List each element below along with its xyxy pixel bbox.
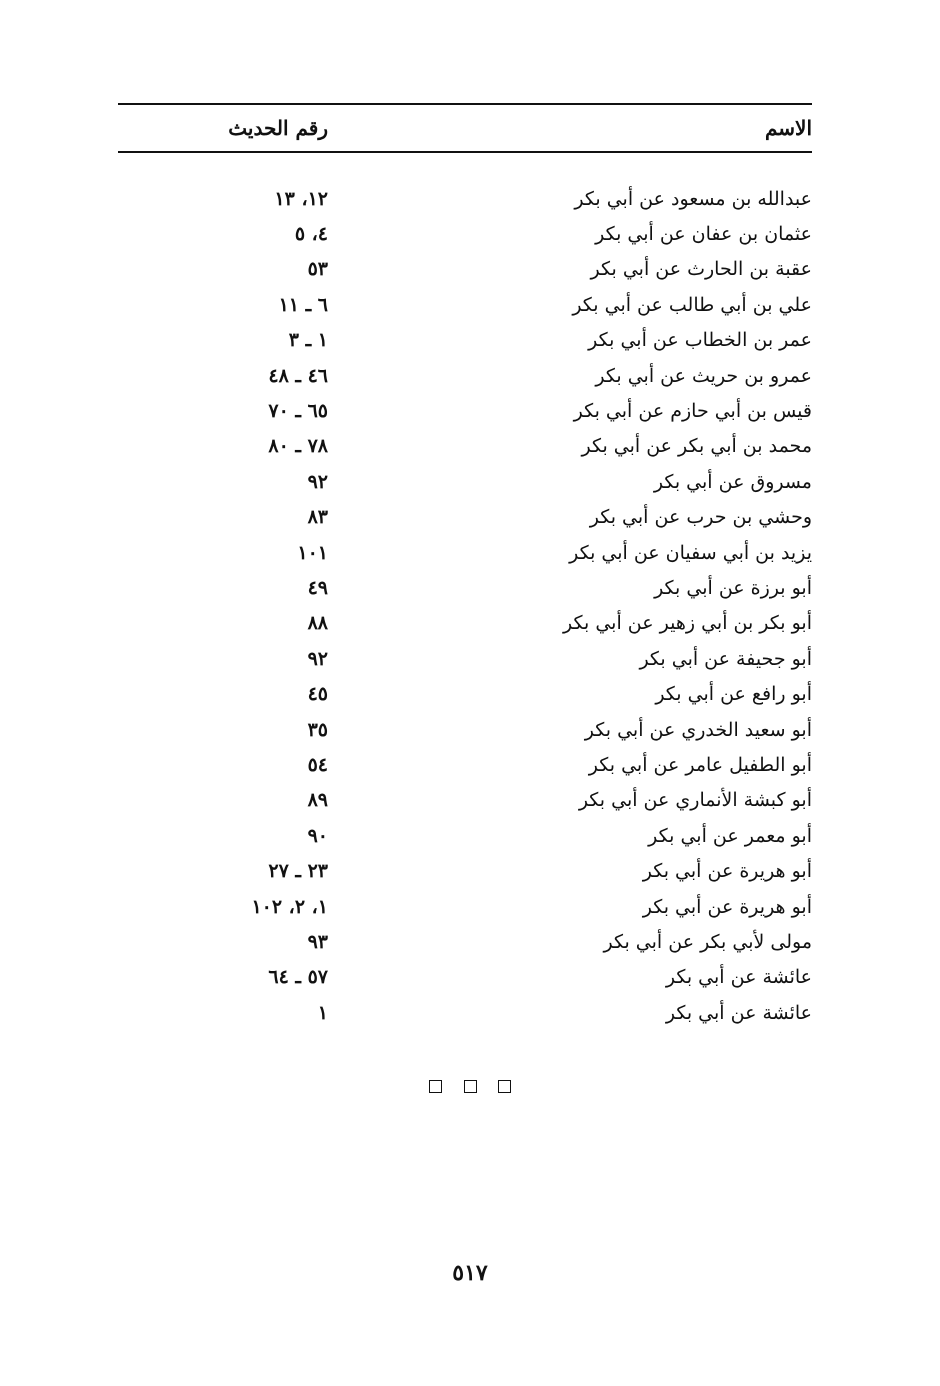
table-row [118, 252, 812, 287]
table-row [118, 641, 812, 676]
narrator-name: عقبة بن الحارث عن أبي بكر [590, 258, 812, 281]
hadith-number: ٧٨ ـ ٨٠ [268, 435, 328, 458]
hadith-number: ٩٣ [307, 930, 328, 953]
narrators-index-table [118, 103, 812, 1030]
narrator-name: عائشة عن أبي بكر [665, 966, 812, 989]
hadith-number: ١ [317, 1001, 328, 1024]
hadith-number: ٤٥ [307, 683, 328, 706]
narrator-name: قيس بن أبي حازم عن أبي بكر [573, 400, 812, 423]
table-row [118, 464, 812, 499]
table-row [118, 712, 812, 747]
hadith-number: ٨٣ [307, 506, 328, 529]
hadith-number: ١٢، ١٣ [274, 187, 328, 210]
narrator-name: مسروق عن أبي بكر [653, 470, 812, 493]
narrator-name: محمد بن أبي بكر عن أبي بكر [581, 435, 812, 458]
narrator-name: عائشة عن أبي بكر [665, 1001, 812, 1024]
table-row [118, 500, 812, 535]
narrator-name: علي بن أبي طالب عن أبي بكر [572, 293, 812, 316]
table-row [118, 960, 812, 995]
table-header-rule [118, 151, 812, 153]
narrator-name: عثمان بن عفان عن أبي بكر [595, 223, 812, 246]
hadith-number: ٣٥ [307, 718, 328, 741]
narrator-name: أبو هريرة عن أبي بكر [642, 895, 812, 918]
hadith-number: ٩٢ [307, 470, 328, 493]
hadith-number: ٢٣ ـ ٢٧ [268, 860, 328, 883]
narrator-name: أبو جحيفة عن أبي بكر [639, 647, 812, 670]
table-row [118, 358, 812, 393]
table-row [118, 783, 812, 818]
square-icon [429, 1080, 442, 1093]
hadith-number: ٥٧ ـ ٦٤ [268, 966, 328, 989]
hadith-number: ١، ٢، ١٠٢ [251, 895, 328, 918]
narrator-name: أبو الطفيل عامر عن أبي بكر [588, 753, 812, 776]
narrator-name: يزيد بن أبي سفيان عن أبي بكر [569, 541, 812, 564]
table-row [118, 216, 812, 251]
hadith-number: ٨٩ [307, 789, 328, 812]
table-header [118, 105, 812, 151]
table-row [118, 676, 812, 711]
hadith-number: ٤٦ ـ ٤٨ [268, 364, 328, 387]
table-row [118, 995, 812, 1030]
table-row [118, 393, 812, 428]
narrator-name: أبو سعيد الخدري عن أبي بكر [584, 718, 812, 741]
narrator-name: أبو كبشة الأنماري عن أبي بكر [578, 789, 812, 812]
hadith-number: ٦٥ ـ ٧٠ [268, 400, 328, 423]
table-row [118, 853, 812, 888]
narrator-name: عمر بن الخطاب عن أبي بكر [588, 329, 812, 352]
narrator-name: أبو معمر عن أبي بكر [648, 824, 812, 847]
hadith-number: ٤٩ [307, 576, 328, 599]
square-icon [464, 1080, 477, 1093]
table-row [118, 606, 812, 641]
table-row [118, 818, 812, 853]
hadith-number: ٨٨ [307, 612, 328, 635]
table-row [118, 570, 812, 605]
table-row [118, 747, 812, 782]
section-end-ornament [0, 1078, 940, 1097]
header-number-label: رقم الحديث [228, 116, 328, 140]
hadith-number: ١ ـ ٣ [288, 329, 328, 352]
square-icon [498, 1080, 511, 1093]
table-body [118, 181, 812, 1030]
hadith-number: ٩٠ [307, 824, 328, 847]
table-row [118, 181, 812, 216]
hadith-number: ٦ ـ ١١ [278, 293, 328, 316]
narrator-name: مولى لأبي بكر عن أبي بكر [603, 930, 812, 953]
hadith-number: ٥٤ [307, 753, 328, 776]
table-row [118, 535, 812, 570]
header-name-label: الاسم [764, 116, 812, 140]
hadith-number: ٤، ٥ [294, 223, 328, 246]
table-row [118, 287, 812, 322]
narrator-name: أبو برزة عن أبي بكر [654, 576, 812, 599]
page-number: ٥١٧ [452, 1260, 488, 1286]
table-row [118, 429, 812, 464]
narrator-name: عبدالله بن مسعود عن أبي بكر [574, 187, 812, 210]
narrator-name: أبو هريرة عن أبي بكر [642, 860, 812, 883]
hadith-number: ١٠١ [297, 541, 328, 564]
narrator-name: أبو رافع عن أبي بكر [655, 683, 812, 706]
table-row [118, 924, 812, 959]
narrator-name: وحشي بن حرب عن أبي بكر [589, 506, 812, 529]
hadith-number: ٥٣ [307, 258, 328, 281]
table-row [118, 889, 812, 924]
hadith-number: ٩٢ [307, 647, 328, 670]
table-row [118, 323, 812, 358]
narrator-name: عمرو بن حريث عن أبي بكر [595, 364, 812, 387]
narrator-name: أبو بكر بن أبي زهير عن أبي بكر [563, 612, 812, 635]
